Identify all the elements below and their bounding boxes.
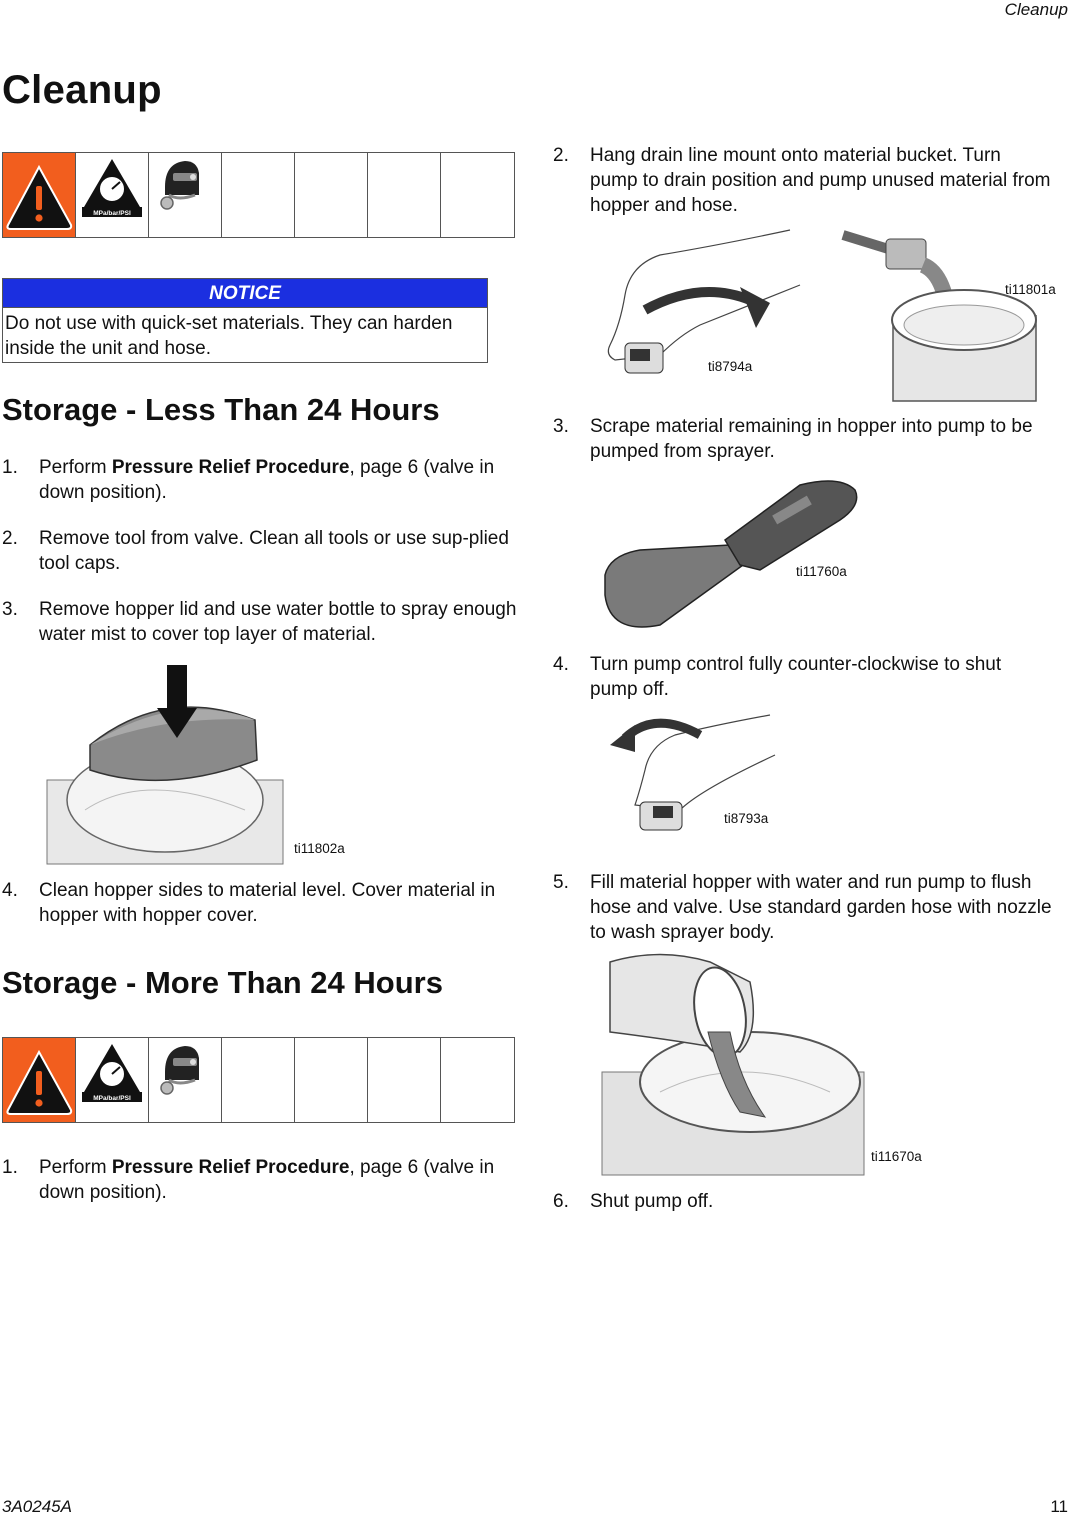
hopper-lid-illustration: [45, 660, 290, 866]
drain-bucket-illustration: [838, 225, 1038, 403]
protective-gear-cell: [149, 153, 222, 237]
notice-box: [2, 278, 488, 363]
gauge-units-label: MPa/bar/PSI: [93, 1095, 131, 1102]
protective-gear-icon: [149, 1038, 222, 1124]
page-number: 11: [1050, 1497, 1068, 1516]
running-head: Cleanup: [1004, 0, 1068, 19]
warning-triangle-icon: [3, 153, 76, 239]
list-item: 3. Scrape material remaining in hopper into pump to be pumped from sprayer.: [553, 416, 1033, 462]
gauge-units-label: MPa/bar/PSI: [93, 210, 131, 217]
pressure-gauge-icon: [76, 1038, 149, 1124]
empty-symbol-cell: [441, 153, 514, 237]
list-item: 5. Fill material hopper with water and run pump to flush hose and valve. Use standard garden hose with nozzle to wash sprayer body.: [553, 872, 1052, 943]
warning-triangle-icon: [3, 1038, 76, 1124]
pressure-gauge-cell: [76, 1038, 149, 1122]
notice-text: Do not use with quick-set materials. They can harden inside the unit and hose.: [5, 313, 453, 359]
warning-triangle-cell: [3, 153, 76, 237]
figure-label: ti8794a: [708, 359, 753, 374]
page-title: Cleanup: [2, 68, 162, 112]
warning-triangle-cell: [3, 1038, 76, 1122]
list-item: 2. Remove tool from valve. Clean all tools or use sup-plied tool caps.: [2, 528, 509, 574]
pressure-relief-reference: Pressure Relief Procedure: [111, 457, 350, 478]
drain-turn-illustration: [600, 225, 805, 385]
list-item: 4. Turn pump control fully counter-clockwise to shut pump off.: [553, 654, 1002, 700]
notice-heading: NOTICE: [3, 279, 487, 308]
pressure-relief-reference: Pressure Relief Procedure: [111, 1157, 350, 1178]
document-number: 3A0245A: [2, 1497, 72, 1516]
warning-symbol-row: [2, 152, 515, 238]
warning-symbol-row: [2, 1037, 515, 1123]
scraper-illustration: [600, 475, 862, 633]
figure-label: ti11670a: [871, 1149, 922, 1164]
empty-symbol-cell: [368, 1038, 441, 1122]
figure-label: ti11802a: [294, 841, 345, 856]
list-item: 2. Hang drain line mount onto material bucket. Turn pump to drain position and pump unused material from hopper and hose.: [553, 145, 1051, 216]
figure-label: ti11760a: [796, 564, 847, 579]
figure-label: ti8793a: [724, 811, 769, 826]
list-item: 6. Shut pump off.: [553, 1191, 714, 1212]
empty-symbol-cell: [295, 153, 368, 237]
section-heading-short-storage: Storage - Less Than 24 Hours: [2, 392, 440, 427]
section-heading-long-storage: Storage - More Than 24 Hours: [2, 965, 443, 1000]
list-item: 4. Clean hopper sides to material level. Cover material in hopper with hopper cover.: [2, 880, 496, 926]
empty-symbol-cell: [222, 153, 295, 237]
protective-gear-icon: [149, 153, 222, 239]
empty-symbol-cell: [368, 153, 441, 237]
pressure-gauge-icon: [76, 153, 149, 239]
empty-symbol-cell: [295, 1038, 368, 1122]
figure-label: ti11801a: [1005, 282, 1056, 297]
empty-symbol-cell: [441, 1038, 514, 1122]
pressure-gauge-cell: [76, 153, 149, 237]
list-item: 1. Perform Pressure Relief Procedure, page 6 (valve in down position).: [2, 457, 495, 503]
list-item: 3. Remove hopper lid and use water bottle to spray enough water mist to cover top layer of material.: [2, 599, 517, 645]
empty-symbol-cell: [222, 1038, 295, 1122]
protective-gear-cell: [149, 1038, 222, 1122]
fill-water-illustration: [600, 952, 865, 1177]
list-item: 1. Perform Pressure Relief Procedure, page 6 (valve in down position).: [2, 1157, 495, 1203]
